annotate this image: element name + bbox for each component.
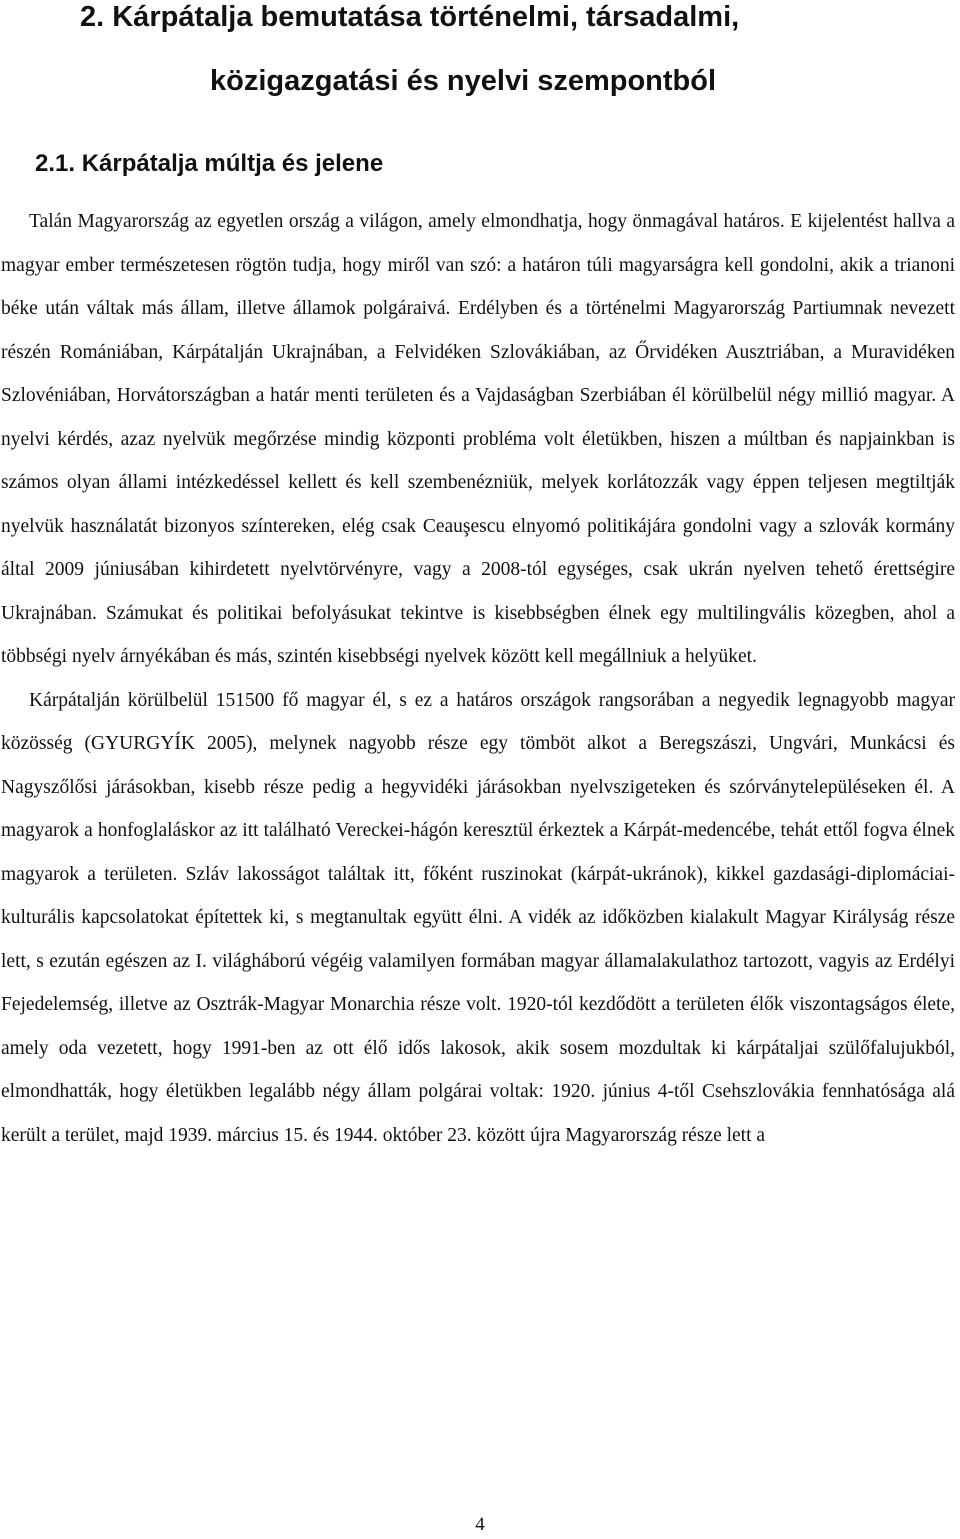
paragraph: Kárpátalján körülbelül 151500 fő magyar él, s ez a határos országok rangsorában a negyedik legnagyobb magyar közösség (GYURGYÍK 2005), melynek nagyobb része egy tömböt alkot a Beregszászi, Ungvári, Munkácsi és Nagyszőlősi járásokban, kisebb része pedig a hegyvidéki járásokban nyelvszigeteken és szórványtelepüléseken él. A magyarok a honfoglaláskor az itt található Vereckei-hágón keresztül érkeztek a Kárpát-medencébe, tehát ettől fogva élnek magyarok a területen. Szláv lakosságot találtak itt, főként ruszinokat (kárpát-ukránok), kikkel gazdasági-diplomáciai-kulturális kapcsolatokat építettek ki, s megtanultak együtt élni. A vidék az időközben kialakult Magyar Királyság része lett, s ezután egészen az I. világháború végéig valamilyen formában magyar államalakulathoz tartozott, vagyis az Erdélyi Fejedelemség, illetve az Osztrák-Magyar Monarchia része volt. 1920-tól kezdődött a területen élők viszontagságos élete, amely oda vezetett, hogy 1991-ben az ott élő idős lakosok, akik sosem mozdultak ki kárpátaljai szülőfalujukból, elmondhatták, hogy életükben legalább négy állam polgárai voltak: 1920. június 4-től Csehszlovákia fennhatósága alá került a terület, majd 1939. március 15. és 1944. október 23. között újra Magyarország része lett a bbox=[1, 689, 955, 1146]
section-title: 2.1. Kárpátalja múltja és jelene bbox=[35, 150, 384, 177]
chapter-title-line-1: 2. Kárpátalja bemutatása történelmi, társadalmi, bbox=[80, 1, 740, 33]
chapter-title-line-2: közigazgatási és nyelvi szempontból bbox=[210, 65, 717, 97]
page-number: 4 bbox=[475, 1514, 485, 1535]
body-text bbox=[1, 200, 955, 1157]
paragraph: Talán Magyarország az egyetlen ország a világon, amely elmondhatja, hogy önmagával határos. E kijelentést hallva a magyar ember természetesen rögtön tudja, hogy miről van szó: a határon túli magyarságra kell gondolni, akik a trianoni béke után váltak más állam, illetve államok polgáraivá. Erdélyben és a történelmi Magyarország Partiumnak nevezett részén Romániában, Kárpátalján Ukrajnában, a Felvidéken Szlovákiában, az Őrvidéken Ausztriában, a Muravidéken Szlovéniában, Horvátországban a határ menti területen és a Vajdaságban Szerbiában él körülbelül négy millió magyar. A nyelvi kérdés, azaz nyelvük megőrzése mindig központi probléma volt életükben, hiszen a múltban és napjainkban is számos olyan állami intézkedéssel kellett és kell szembenézniük, melyek korlátozzák vagy éppen teljesen megtiltják nyelvük használatát bizonyos színtereken, elég csak Ceauşescu elnyomó politikájára gondolni vagy a szlovák kormány által 2009 júniusában kihirdetett nyelvtörvényre, vagy a 2008-tól egységes, csak ukrán nyelven tehető érettségire Ukrajnában. Számukat és politikai befolyásukat tekintve is kisebbségben élnek egy multilingvális közegben, ahol a többségi nyelv árnyékában és más, szintén kisebbségi nyelvek között kell megállniuk a helyüket. bbox=[1, 211, 955, 667]
